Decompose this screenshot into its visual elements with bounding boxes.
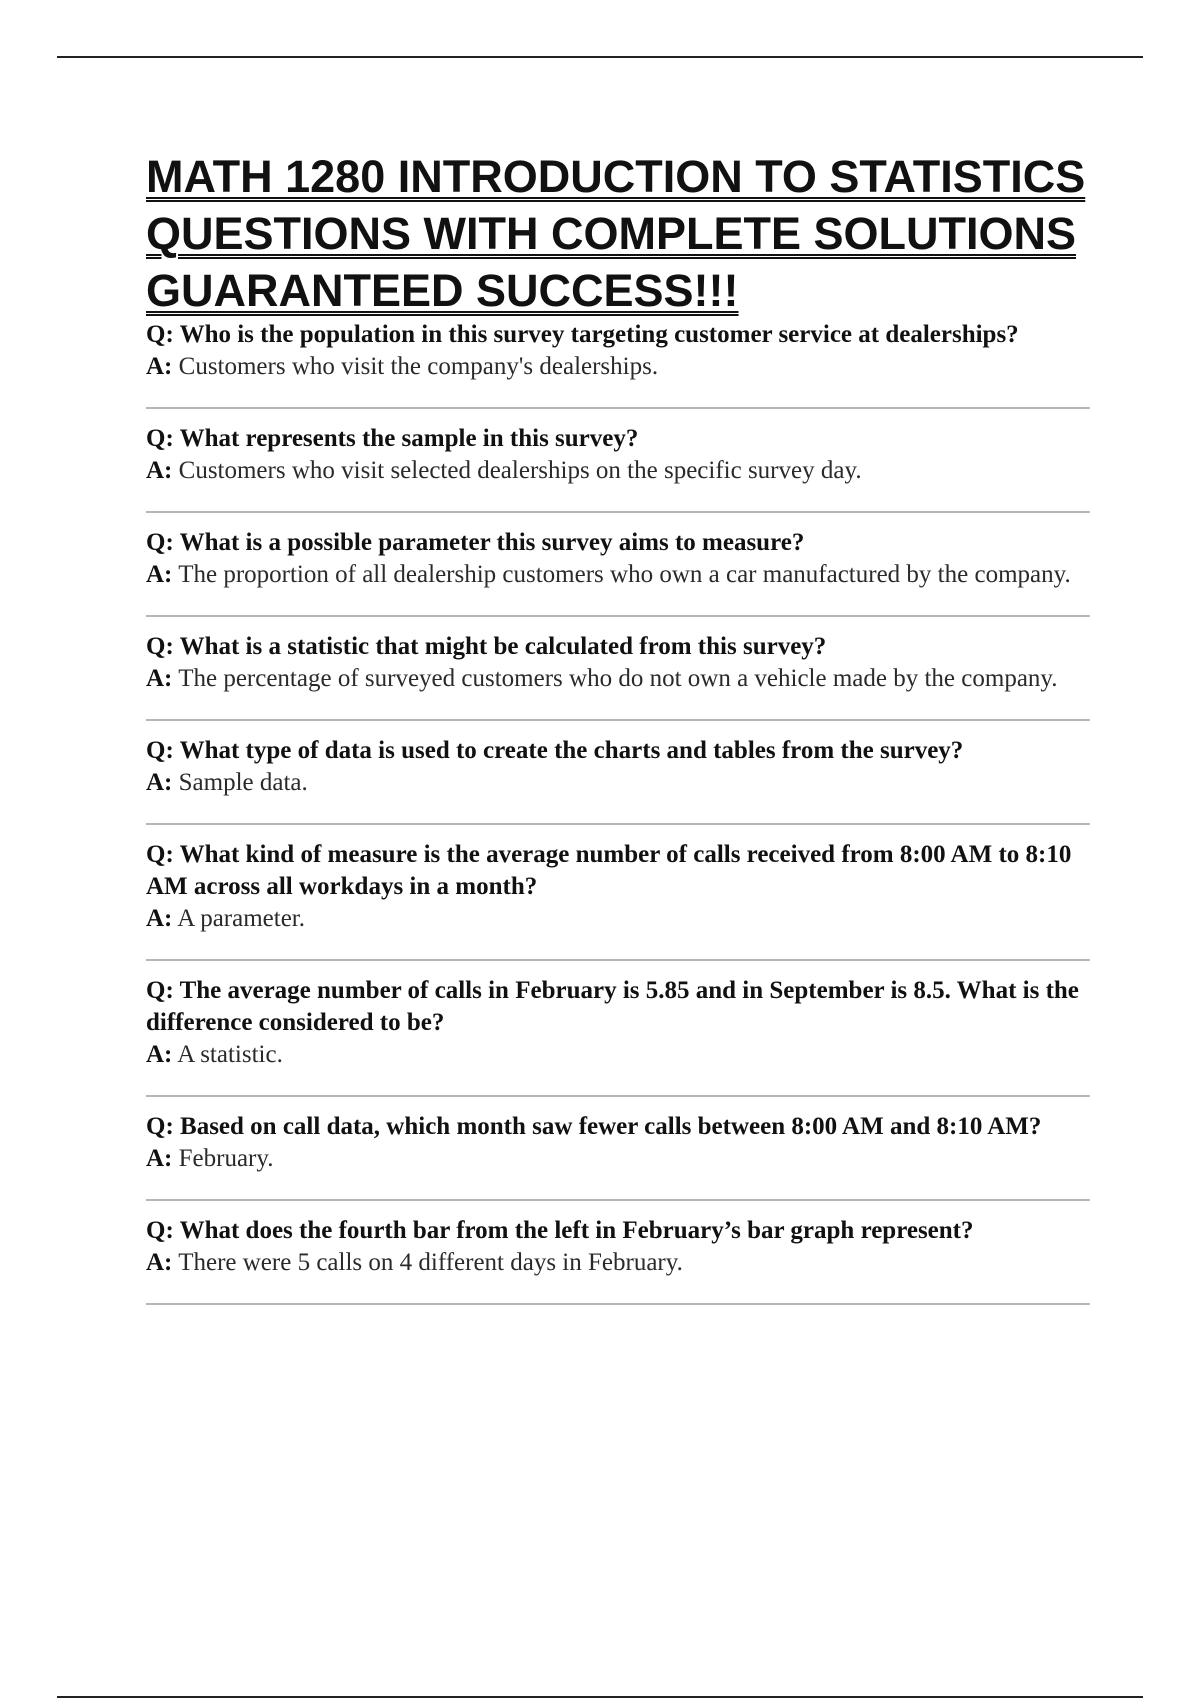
answer-prefix: A: bbox=[146, 353, 173, 380]
question-text: Q: What is a statistic that might be calculated from this survey? bbox=[146, 633, 827, 660]
answer-body: The percentage of surveyed customers who do not own a vehicle made by the company. bbox=[178, 665, 1058, 692]
question-text: Q: What represents the sample in this survey? bbox=[146, 425, 639, 452]
question-text: Q: What type of data is used to create the charts and tables from the survey? bbox=[146, 737, 964, 764]
answer-prefix: A: bbox=[146, 769, 173, 796]
qa-item bbox=[146, 423, 1090, 513]
question-text: Q: What kind of measure is the average number of calls received from 8:00 AM to 8:10 AM across all workdays in a month? bbox=[146, 841, 1072, 900]
qa-item bbox=[146, 1111, 1090, 1201]
document-body bbox=[146, 148, 1090, 1319]
answer-body: Sample data. bbox=[178, 769, 308, 796]
answer-prefix: A: bbox=[146, 1145, 173, 1172]
header-rule bbox=[57, 56, 1143, 58]
answer-text bbox=[146, 903, 1090, 935]
answer-body: A statistic. bbox=[177, 1041, 283, 1068]
question-text: Q: What does the fourth bar from the left in February’s bar graph represent? bbox=[146, 1217, 974, 1244]
document-title: MATH 1280 INTRODUCTION TO STATISTICS QUESTIONS WITH COMPLETE SOLUTIONS GUARANTEED SUCCESS!!! bbox=[146, 151, 1086, 316]
answer-body: The proportion of all dealership customers who own a car manufactured by the company. bbox=[178, 561, 1071, 588]
question-text: Q: Based on call data, which month saw fewer calls between 8:00 AM and 8:10 AM? bbox=[146, 1113, 1042, 1140]
qa-item bbox=[146, 1215, 1090, 1305]
answer-body: A parameter. bbox=[177, 905, 305, 932]
answer-text bbox=[146, 1247, 1090, 1279]
answer-prefix: A: bbox=[146, 905, 173, 932]
answer-text bbox=[146, 663, 1090, 695]
qa-item bbox=[146, 631, 1090, 721]
qa-item bbox=[146, 839, 1090, 961]
answer-text bbox=[146, 767, 1090, 799]
qa-item bbox=[146, 975, 1090, 1097]
answer-body: There were 5 calls on 4 different days in February. bbox=[178, 1249, 683, 1276]
question-text: Q: The average number of calls in February is 5.85 and in September is 8.5. What is the difference considered to be? bbox=[146, 977, 1079, 1036]
answer-body: February. bbox=[178, 1145, 274, 1172]
answer-text bbox=[146, 1039, 1090, 1071]
qa-list bbox=[146, 319, 1090, 1305]
answer-prefix: A: bbox=[146, 457, 173, 484]
footer-rule bbox=[57, 1696, 1143, 1698]
qa-item bbox=[146, 527, 1090, 617]
answer-prefix: A: bbox=[146, 665, 173, 692]
qa-item bbox=[146, 319, 1090, 409]
answer-text bbox=[146, 455, 1090, 487]
answer-prefix: A: bbox=[146, 561, 173, 588]
question-text: Q: What is a possible parameter this survey aims to measure? bbox=[146, 529, 805, 556]
question-text: Q: Who is the population in this survey targeting customer service at dealerships? bbox=[146, 321, 1019, 348]
qa-item bbox=[146, 735, 1090, 825]
answer-prefix: A: bbox=[146, 1249, 173, 1276]
answer-text bbox=[146, 351, 1090, 383]
answer-body: Customers who visit selected dealerships on the specific survey day. bbox=[178, 457, 862, 484]
answer-text bbox=[146, 559, 1090, 591]
answer-text bbox=[146, 1143, 1090, 1175]
answer-body: Customers who visit the company's dealerships. bbox=[178, 353, 659, 380]
answer-prefix: A: bbox=[146, 1041, 173, 1068]
